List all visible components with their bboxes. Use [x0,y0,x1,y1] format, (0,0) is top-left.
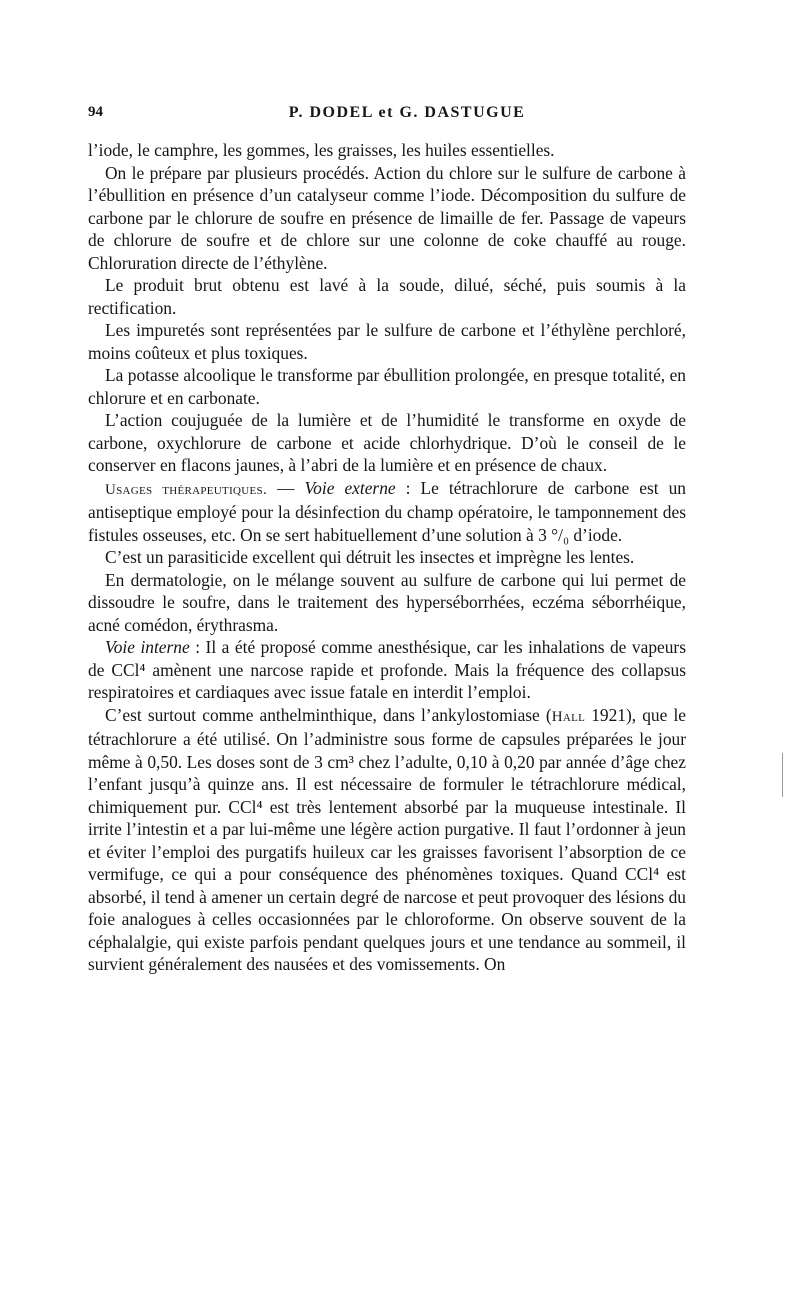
section-heading: Usages thérapeutiques. [105,481,268,498]
subheading-voie-externe: Voie externe [304,477,396,498]
page-number: 94 [88,104,103,120]
running-head: P. DODEL et G. DASTUGUE [288,104,526,121]
paragraph-7 [88,477,686,547]
body-text [88,139,686,976]
paragraph-10 [88,636,686,704]
paragraph-7-text: : Le tétrachlorure de carbone est un antiseptique employé pour la désinfection du champ opératoire, le tamponnement des fistules osseuses, etc. On se sert habituellement d’une solution à 3 °/₀ d’iode. [88,477,687,545]
paragraph-5: La potasse alcoolique le transforme par ébullition prolongée, en presque totalité, en chlorure et en carbonate. [88,365,686,408]
paragraph-6: L’action coujuguée de la lumière et de l’humidité le transforme en oxyde de carbone, oxychlorure de carbone et acide chlorhydrique. D’où le conseil de le conserver en flacons jaunes, à l’abri de la lumière et en présence de chaux. [88,410,686,475]
page-header [88,104,686,126]
paragraph-10-text: : Il a été proposé comme anesthésique, car les inhalations de vapeurs de CCl⁴ amènent une narcose rapide et profonde. Mais la fréquence des collapsus respiratoires et cardiaques avec issue fatale en interdit l’emploi. [88,637,686,702]
paragraph-11-text-b: 1921), que le tétrachlorure a été utilisé. On l’administre sous forme de capsules préparées le jour même à 0,50. Les doses sont de 3 cm³ chez l’adulte, 0,10 à 0,20 par année d’âge chez l’enfant jusqu’à quinze ans. Il est nécessaire de formuler le tétrachlorure médical, chimiquement pur. CCl⁴ est très lentement absorbé par la muqueuse intestinale. Il irrite l’intestin et a par lui-même une légère action purgative. Il faut l’ordonner à jeun et éviter l’emploi des purgatifs huileux car les graisses favorisent l’absorption de ce vermifuge, ce qui a pour conséquence des phénomènes toxiques. Quand CCl⁴ est absorbé, il tend à amener un certain degré de narcose et peut provoquer des lésions du foie analogues à celles occasionnées par le chloroforme. On observe souvent de la céphalalgie, qui existe parfois pendant quelques jours et une tendance au sommeil, il survient généralement des nausées et des vomissements. On [88,704,687,974]
author-citation: Hall [551,708,586,725]
paragraph-3: Le produit brut obtenu est lavé à la soude, dilué, séché, puis soumis à la rectification. [88,275,686,318]
paragraph-8: C’est un parasiticide excellent qui détruit les insectes et imprègne les lentes. [105,547,635,567]
paragraph-11 [88,704,686,976]
margin-mark [782,753,783,797]
paragraph-1: l’iode, le camphre, les gommes, les graisses, les huiles essentielles. [88,140,555,160]
paragraph-11-text-a: C’est surtout comme anthelminthique, dans l’ankylostomiase ( [105,704,552,725]
paragraph-4: Les impuretés sont représentées par le sulfure de carbone et l’éthylène perchloré, moins coûteux et plus toxiques. [88,320,686,363]
paragraph-2: On le prépare par plusieurs procédés. Action du chlore sur le sulfure de carbone à l’ébullition en présence d’un catalyseur comme l’iode. Décomposition du sulfure de carbone par le chlorure de soufre en présence de limaille de fer. Passage de vapeurs de chlorure de soufre et de chlore sur une colonne de coke chauffé au rouge. Chloruration directe de l’éthylène. [88,162,686,273]
paragraph-9: En dermatologie, on le mélange souvent au sulfure de carbone qui lui permet de dissoudre le soufre, dans le traitement des hyperséborrhées, eczéma séborrhéique, acné comédon, érythrasma. [88,569,686,635]
subheading-voie-interne: Voie interne [105,637,190,657]
heading-dash: — [267,477,305,498]
